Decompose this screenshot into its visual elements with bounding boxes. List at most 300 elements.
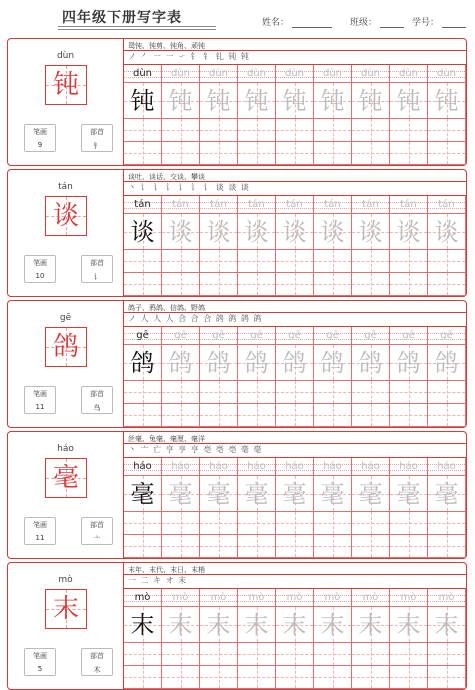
empty-practice-cell[interactable] bbox=[428, 404, 466, 427]
class-blank[interactable] bbox=[380, 19, 404, 28]
empty-practice-cell[interactable] bbox=[162, 381, 200, 404]
pinyin-text: dùn bbox=[436, 68, 457, 79]
empty-practice-cell[interactable] bbox=[428, 119, 466, 142]
practice-panel bbox=[123, 170, 466, 296]
writing-character: 谈 bbox=[320, 218, 345, 246]
empty-practice-cell[interactable] bbox=[124, 666, 162, 689]
pinyin-text: háo bbox=[171, 461, 190, 472]
pinyin-text: háo bbox=[133, 461, 152, 472]
writing-cell[interactable] bbox=[238, 83, 276, 119]
empty-practice-cell[interactable] bbox=[276, 535, 314, 558]
pinyin-cell[interactable] bbox=[162, 327, 200, 345]
empty-practice-cell[interactable] bbox=[238, 142, 276, 165]
empty-practice-cell[interactable] bbox=[352, 381, 390, 404]
writing-character: 谈 bbox=[282, 218, 307, 246]
pinyin-cell[interactable] bbox=[428, 65, 466, 83]
pinyin-text: dùn bbox=[398, 68, 419, 79]
writing-character: 谈 bbox=[434, 218, 459, 246]
empty-practice-cell[interactable] bbox=[124, 142, 162, 165]
pinyin-text: háo bbox=[399, 461, 418, 472]
pinyin-text: dùn bbox=[284, 68, 305, 79]
empty-practice-cell[interactable] bbox=[352, 512, 390, 535]
pinyin-cell[interactable] bbox=[238, 65, 276, 83]
writing-cell[interactable] bbox=[314, 83, 352, 119]
student-id-label: 学号： bbox=[412, 18, 440, 28]
pinyin-cell[interactable] bbox=[124, 589, 162, 607]
stroke-count-value: 11 bbox=[35, 403, 45, 411]
pinyin-cell[interactable] bbox=[352, 65, 390, 83]
character-card bbox=[7, 169, 467, 297]
pinyin-cell[interactable] bbox=[276, 327, 314, 345]
empty-practice-cell[interactable] bbox=[276, 381, 314, 404]
writing-cell[interactable] bbox=[238, 214, 276, 250]
writing-cell[interactable] bbox=[314, 607, 352, 643]
writing-cell[interactable] bbox=[352, 476, 390, 512]
writing-cell[interactable] bbox=[200, 83, 238, 119]
pinyin-cell[interactable] bbox=[314, 589, 352, 607]
writing-cell[interactable] bbox=[428, 345, 466, 381]
empty-practice-cell[interactable] bbox=[238, 250, 276, 273]
pinyin-text: tán bbox=[134, 199, 151, 210]
empty-practice-cell[interactable] bbox=[124, 643, 162, 666]
empty-practice-cell[interactable] bbox=[428, 666, 466, 689]
character-display-box bbox=[45, 327, 87, 367]
student-id-blank[interactable] bbox=[442, 19, 466, 28]
pinyin-text: gē bbox=[440, 330, 453, 341]
empty-practice-cell[interactable] bbox=[390, 535, 428, 558]
writing-grid bbox=[124, 196, 467, 296]
practice-panel bbox=[123, 563, 466, 689]
name-blank[interactable] bbox=[292, 19, 332, 28]
empty-practice-cell[interactable] bbox=[238, 273, 276, 296]
writing-cell[interactable] bbox=[124, 476, 162, 512]
pinyin-cell[interactable] bbox=[238, 458, 276, 476]
empty-practice-cell[interactable] bbox=[428, 643, 466, 666]
stroke-count-value: 9 bbox=[37, 141, 43, 149]
pinyin-cell[interactable] bbox=[314, 327, 352, 345]
empty-practice-cell[interactable] bbox=[200, 119, 238, 142]
pinyin-cell[interactable] bbox=[200, 327, 238, 345]
writing-cell[interactable] bbox=[124, 345, 162, 381]
writing-cell[interactable] bbox=[352, 345, 390, 381]
empty-practice-cell[interactable] bbox=[162, 273, 200, 296]
empty-practice-cell[interactable] bbox=[428, 273, 466, 296]
writing-character: 末 bbox=[396, 611, 421, 639]
pinyin-cell[interactable] bbox=[428, 196, 466, 214]
character-pinyin: dùn bbox=[56, 51, 75, 61]
pinyin-cell[interactable] bbox=[124, 327, 162, 345]
writing-cell[interactable] bbox=[162, 607, 200, 643]
empty-practice-cell[interactable] bbox=[390, 250, 428, 273]
empty-practice-cell[interactable] bbox=[162, 142, 200, 165]
empty-practice-cell[interactable] bbox=[352, 142, 390, 165]
writing-grid bbox=[124, 327, 467, 427]
empty-practice-cell[interactable] bbox=[428, 512, 466, 535]
empty-practice-cell[interactable] bbox=[314, 512, 352, 535]
stroke-count-box bbox=[24, 255, 56, 283]
empty-practice-cell[interactable] bbox=[200, 381, 238, 404]
empty-practice-cell[interactable] bbox=[238, 404, 276, 427]
empty-practice-cell[interactable] bbox=[124, 512, 162, 535]
writing-cell[interactable] bbox=[200, 607, 238, 643]
empty-practice-cell[interactable] bbox=[314, 535, 352, 558]
character-card bbox=[7, 562, 467, 690]
radical-label: 部首 bbox=[90, 128, 104, 136]
writing-cell[interactable] bbox=[390, 214, 428, 250]
pinyin-cell[interactable] bbox=[200, 196, 238, 214]
empty-practice-cell[interactable] bbox=[124, 250, 162, 273]
character-display-box bbox=[45, 196, 87, 236]
writing-cell[interactable] bbox=[276, 345, 314, 381]
writing-cell[interactable] bbox=[314, 345, 352, 381]
empty-practice-cell[interactable] bbox=[238, 381, 276, 404]
empty-practice-cell[interactable] bbox=[352, 643, 390, 666]
empty-practice-cell[interactable] bbox=[276, 273, 314, 296]
empty-practice-cell[interactable] bbox=[238, 512, 276, 535]
student-id-field[interactable] bbox=[412, 15, 466, 28]
empty-practice-cell[interactable] bbox=[428, 381, 466, 404]
writing-character: 钝 bbox=[206, 87, 231, 115]
writing-character: 钝 bbox=[130, 87, 155, 115]
writing-character: 钝 bbox=[320, 87, 345, 115]
empty-practice-cell[interactable] bbox=[124, 119, 162, 142]
empty-practice-cell[interactable] bbox=[314, 142, 352, 165]
writing-cell[interactable] bbox=[276, 607, 314, 643]
writing-cell[interactable] bbox=[238, 607, 276, 643]
character-display-box bbox=[45, 589, 87, 629]
pinyin-text: tán bbox=[210, 199, 227, 210]
writing-cell[interactable] bbox=[124, 607, 162, 643]
pinyin-text: mò bbox=[172, 592, 189, 603]
writing-cell[interactable] bbox=[162, 476, 200, 512]
pinyin-cell[interactable] bbox=[390, 196, 428, 214]
empty-practice-cell[interactable] bbox=[200, 404, 238, 427]
character-pinyin: gē bbox=[59, 313, 72, 323]
empty-practice-cell[interactable] bbox=[352, 273, 390, 296]
empty-practice-cell[interactable] bbox=[276, 142, 314, 165]
pinyin-cell[interactable] bbox=[200, 65, 238, 83]
radical-label: 部首 bbox=[90, 390, 104, 398]
empty-practice-cell[interactable] bbox=[428, 535, 466, 558]
pinyin-text: dùn bbox=[246, 68, 267, 79]
writing-cell[interactable] bbox=[390, 607, 428, 643]
empty-practice-cell[interactable] bbox=[238, 666, 276, 689]
pinyin-text: gē bbox=[212, 330, 225, 341]
pinyin-cell[interactable] bbox=[162, 196, 200, 214]
empty-practice-cell[interactable] bbox=[200, 666, 238, 689]
stroke-count-box bbox=[24, 648, 56, 676]
writing-cell[interactable] bbox=[276, 214, 314, 250]
empty-practice-cell[interactable] bbox=[428, 142, 466, 165]
writing-character: 鸽 bbox=[434, 349, 459, 377]
pinyin-cell[interactable] bbox=[238, 589, 276, 607]
writing-character: 毫 bbox=[396, 480, 421, 508]
pinyin-text: mò bbox=[248, 592, 265, 603]
empty-practice-cell[interactable] bbox=[162, 535, 200, 558]
name-label: 姓名： bbox=[262, 18, 290, 28]
stroke-count-box bbox=[24, 386, 56, 414]
empty-practice-cell[interactable] bbox=[428, 250, 466, 273]
class-label: 班级： bbox=[350, 18, 378, 28]
pinyin-cell[interactable] bbox=[352, 458, 390, 476]
writing-character: 末 bbox=[130, 611, 155, 639]
empty-practice-cell[interactable] bbox=[390, 666, 428, 689]
radical-label: 部首 bbox=[90, 652, 104, 660]
stroke-count-value: 10 bbox=[35, 272, 45, 280]
pinyin-cell[interactable] bbox=[162, 458, 200, 476]
writing-grid bbox=[124, 589, 467, 689]
empty-practice-cell[interactable] bbox=[238, 643, 276, 666]
writing-character: 钝 bbox=[358, 87, 383, 115]
pinyin-cell[interactable] bbox=[314, 458, 352, 476]
pinyin-cell[interactable] bbox=[276, 589, 314, 607]
character-glyph: 谈 bbox=[52, 201, 79, 231]
pinyin-cell[interactable] bbox=[124, 196, 162, 214]
pinyin-text: háo bbox=[209, 461, 228, 472]
example-words: 谈吐、谈话、交谈、攀谈 bbox=[128, 173, 205, 181]
writing-cell[interactable] bbox=[428, 476, 466, 512]
writing-cell[interactable] bbox=[124, 214, 162, 250]
pinyin-text: háo bbox=[361, 461, 380, 472]
empty-practice-cell[interactable] bbox=[162, 666, 200, 689]
empty-practice-cell[interactable] bbox=[200, 142, 238, 165]
character-display-box bbox=[45, 458, 87, 498]
empty-practice-cell[interactable] bbox=[352, 535, 390, 558]
empty-practice-cell[interactable] bbox=[314, 273, 352, 296]
writing-cell[interactable] bbox=[428, 214, 466, 250]
empty-practice-cell[interactable] bbox=[124, 404, 162, 427]
empty-practice-cell[interactable] bbox=[390, 381, 428, 404]
pinyin-cell[interactable] bbox=[390, 458, 428, 476]
pinyin-cell[interactable] bbox=[276, 65, 314, 83]
stroke-order: 一 二 キ オ 末 bbox=[128, 576, 188, 585]
pinyin-cell[interactable] bbox=[200, 589, 238, 607]
writing-cell[interactable] bbox=[390, 476, 428, 512]
writing-cell[interactable] bbox=[390, 345, 428, 381]
writing-cell[interactable] bbox=[352, 607, 390, 643]
character-display-box bbox=[45, 65, 87, 105]
pinyin-cell[interactable] bbox=[314, 196, 352, 214]
writing-grid bbox=[124, 458, 467, 558]
writing-character: 鸽 bbox=[244, 349, 269, 377]
writing-cell[interactable] bbox=[162, 214, 200, 250]
pinyin-cell[interactable] bbox=[124, 458, 162, 476]
empty-practice-cell[interactable] bbox=[200, 643, 238, 666]
stroke-count-box bbox=[24, 124, 56, 152]
character-pinyin: mò bbox=[58, 575, 73, 585]
character-pinyin: tán bbox=[58, 182, 73, 192]
empty-practice-cell[interactable] bbox=[276, 250, 314, 273]
empty-practice-cell[interactable] bbox=[162, 512, 200, 535]
pinyin-cell[interactable] bbox=[238, 327, 276, 345]
pinyin-cell[interactable] bbox=[352, 327, 390, 345]
empty-practice-cell[interactable] bbox=[390, 273, 428, 296]
writing-character: 毫 bbox=[206, 480, 231, 508]
pinyin-cell[interactable] bbox=[352, 196, 390, 214]
empty-practice-cell[interactable] bbox=[124, 535, 162, 558]
pinyin-cell[interactable] bbox=[390, 589, 428, 607]
name-field[interactable] bbox=[262, 15, 332, 28]
writing-character: 鸽 bbox=[358, 349, 383, 377]
pinyin-cell[interactable] bbox=[390, 327, 428, 345]
practice-panel bbox=[123, 301, 466, 427]
empty-practice-cell[interactable] bbox=[390, 119, 428, 142]
title-underline bbox=[58, 29, 216, 30]
writing-cell[interactable] bbox=[352, 214, 390, 250]
empty-practice-cell[interactable] bbox=[200, 273, 238, 296]
pinyin-text: tán bbox=[286, 199, 303, 210]
character-info-panel bbox=[8, 170, 123, 296]
radical-value: 钅 bbox=[93, 142, 101, 150]
empty-practice-cell[interactable] bbox=[352, 404, 390, 427]
pinyin-text: háo bbox=[437, 461, 456, 472]
empty-practice-cell[interactable] bbox=[314, 250, 352, 273]
pinyin-text: mò bbox=[362, 592, 379, 603]
pinyin-text: mò bbox=[324, 592, 341, 603]
pinyin-text: dùn bbox=[170, 68, 191, 79]
writing-cell[interactable] bbox=[238, 476, 276, 512]
character-glyph: 末 bbox=[52, 594, 79, 624]
writing-cell[interactable] bbox=[314, 214, 352, 250]
empty-practice-cell[interactable] bbox=[276, 643, 314, 666]
empty-practice-cell[interactable] bbox=[200, 512, 238, 535]
pinyin-cell[interactable] bbox=[352, 589, 390, 607]
empty-practice-cell[interactable] bbox=[314, 666, 352, 689]
writing-grid bbox=[124, 65, 467, 165]
empty-practice-cell[interactable] bbox=[390, 643, 428, 666]
empty-practice-cell[interactable] bbox=[276, 404, 314, 427]
writing-cell[interactable] bbox=[390, 83, 428, 119]
example-words: 鸽子、鸦鸽、信鸽、野鸽 bbox=[128, 304, 205, 312]
writing-character: 鸽 bbox=[396, 349, 421, 377]
writing-cell[interactable] bbox=[200, 345, 238, 381]
pinyin-text: tán bbox=[362, 199, 379, 210]
writing-cell[interactable] bbox=[428, 607, 466, 643]
pinyin-cell[interactable] bbox=[276, 458, 314, 476]
empty-practice-cell[interactable] bbox=[314, 381, 352, 404]
pinyin-cell[interactable] bbox=[124, 65, 162, 83]
pinyin-text: gē bbox=[250, 330, 263, 341]
writing-cell[interactable] bbox=[352, 83, 390, 119]
empty-practice-cell[interactable] bbox=[200, 250, 238, 273]
pinyin-cell[interactable] bbox=[162, 65, 200, 83]
writing-character: 谈 bbox=[244, 218, 269, 246]
writing-character: 毫 bbox=[320, 480, 345, 508]
writing-cell[interactable] bbox=[276, 476, 314, 512]
pinyin-cell[interactable] bbox=[238, 196, 276, 214]
writing-character: 钝 bbox=[282, 87, 307, 115]
pinyin-cell[interactable] bbox=[428, 589, 466, 607]
radical-box bbox=[81, 386, 113, 414]
empty-practice-cell[interactable] bbox=[276, 512, 314, 535]
pinyin-text: gē bbox=[326, 330, 339, 341]
radical-label: 部首 bbox=[90, 521, 104, 529]
pinyin-text: háo bbox=[323, 461, 342, 472]
writing-character: 钝 bbox=[168, 87, 193, 115]
empty-practice-cell[interactable] bbox=[162, 250, 200, 273]
radical-value: 鸟 bbox=[93, 404, 101, 412]
writing-cell[interactable] bbox=[238, 345, 276, 381]
writing-character: 谈 bbox=[130, 218, 155, 246]
pinyin-text: mò bbox=[134, 592, 151, 603]
empty-practice-cell[interactable] bbox=[238, 119, 276, 142]
writing-character: 末 bbox=[320, 611, 345, 639]
pinyin-cell[interactable] bbox=[276, 196, 314, 214]
pinyin-cell[interactable] bbox=[428, 458, 466, 476]
pinyin-cell[interactable] bbox=[314, 65, 352, 83]
empty-practice-cell[interactable] bbox=[390, 512, 428, 535]
empty-practice-cell[interactable] bbox=[162, 404, 200, 427]
class-field[interactable] bbox=[350, 15, 404, 28]
writing-cell[interactable] bbox=[276, 83, 314, 119]
stroke-count-label: 笔画 bbox=[33, 390, 47, 398]
empty-practice-cell[interactable] bbox=[200, 535, 238, 558]
pinyin-cell[interactable] bbox=[428, 327, 466, 345]
empty-practice-cell[interactable] bbox=[314, 643, 352, 666]
writing-cell[interactable] bbox=[428, 83, 466, 119]
writing-character: 毫 bbox=[130, 480, 155, 508]
character-glyph: 鸽 bbox=[52, 332, 79, 362]
empty-practice-cell[interactable] bbox=[276, 119, 314, 142]
practice-panel bbox=[123, 432, 466, 558]
writing-cell[interactable] bbox=[162, 83, 200, 119]
pinyin-text: mò bbox=[210, 592, 227, 603]
character-glyph: 毫 bbox=[52, 463, 79, 493]
pinyin-cell[interactable] bbox=[162, 589, 200, 607]
stroke-order: 丶 讠 讠 讠 讠 讠 讠 谈 谈 谈 bbox=[128, 183, 250, 192]
radical-box bbox=[81, 517, 113, 545]
writing-character: 钝 bbox=[434, 87, 459, 115]
writing-cell[interactable] bbox=[162, 345, 200, 381]
empty-practice-cell[interactable] bbox=[124, 273, 162, 296]
pinyin-text: tán bbox=[400, 199, 417, 210]
writing-character: 谈 bbox=[206, 218, 231, 246]
character-pinyin: háo bbox=[57, 444, 74, 454]
example-words: 鸳钝、钝剪、钝角、顽钝 bbox=[128, 42, 205, 50]
writing-character: 末 bbox=[206, 611, 231, 639]
pinyin-cell[interactable] bbox=[390, 65, 428, 83]
pinyin-text: gē bbox=[288, 330, 301, 341]
pinyin-text: dùn bbox=[360, 68, 381, 79]
empty-practice-cell[interactable] bbox=[162, 119, 200, 142]
stroke-order: ノ ㇒ ㇐ ㇐ ㇀ 钅 钅 钆 钝 钝 bbox=[128, 52, 250, 61]
empty-practice-cell[interactable] bbox=[238, 535, 276, 558]
empty-practice-cell[interactable] bbox=[390, 142, 428, 165]
pinyin-text: mò bbox=[400, 592, 417, 603]
empty-practice-cell[interactable] bbox=[162, 643, 200, 666]
empty-practice-cell[interactable] bbox=[276, 666, 314, 689]
empty-practice-cell[interactable] bbox=[352, 119, 390, 142]
character-glyph: 钝 bbox=[52, 70, 79, 100]
empty-practice-cell[interactable] bbox=[352, 666, 390, 689]
empty-practice-cell[interactable] bbox=[314, 404, 352, 427]
pinyin-text: dùn bbox=[132, 68, 153, 79]
writing-cell[interactable] bbox=[314, 476, 352, 512]
writing-cell[interactable] bbox=[200, 214, 238, 250]
empty-practice-cell[interactable] bbox=[352, 250, 390, 273]
writing-character: 末 bbox=[434, 611, 459, 639]
empty-practice-cell[interactable] bbox=[390, 404, 428, 427]
pinyin-cell[interactable] bbox=[200, 458, 238, 476]
character-info-panel bbox=[8, 39, 123, 165]
empty-practice-cell[interactable] bbox=[314, 119, 352, 142]
writing-character: 末 bbox=[282, 611, 307, 639]
empty-practice-cell[interactable] bbox=[124, 381, 162, 404]
writing-character: 末 bbox=[358, 611, 383, 639]
pinyin-text: gē bbox=[174, 330, 187, 341]
writing-cell[interactable] bbox=[200, 476, 238, 512]
writing-cell[interactable] bbox=[124, 83, 162, 119]
